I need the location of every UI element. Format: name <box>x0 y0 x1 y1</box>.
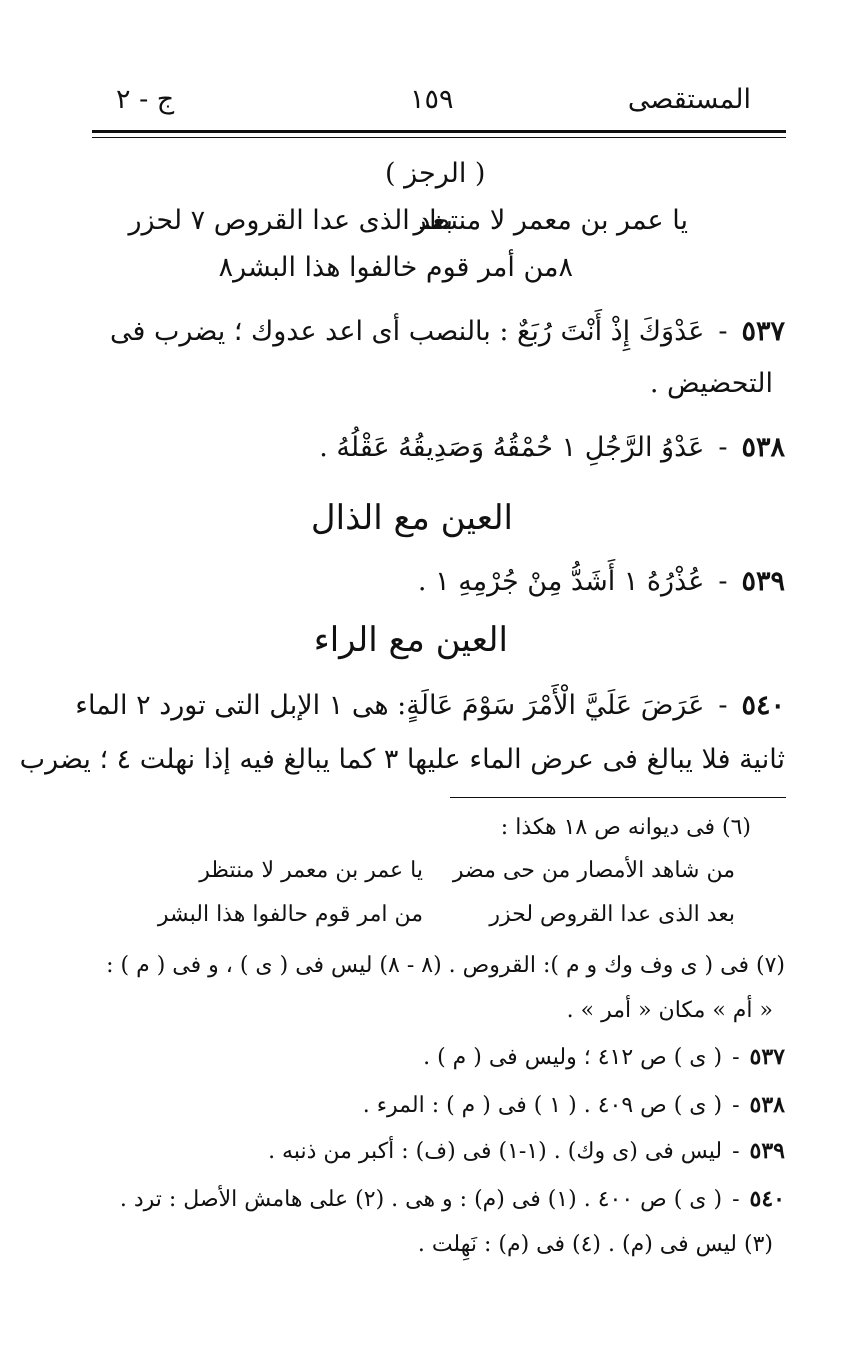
poem-line2: ٨من أمر قوم خالفوا هذا البشر٨ <box>218 252 573 283</box>
entry-537 <box>110 316 785 348</box>
footnote-separator-dash: - <box>732 1093 740 1118</box>
header-volume: ج - ٢ <box>116 84 175 115</box>
footnote-6-line2-a: بعد الذى عدا القروص لحزر <box>489 902 735 927</box>
entry-number: ٥٣٧ <box>741 316 785 347</box>
entry-538 <box>319 432 785 464</box>
entry-separator: - <box>718 690 728 721</box>
footnote-number: ٥٤٠ <box>749 1186 785 1212</box>
entry-540 <box>75 690 785 722</box>
footnote-entry-537 <box>423 1044 785 1070</box>
footnote-number: ٥٣٩ <box>749 1138 785 1164</box>
footnote-text: ( ى ) ص ٤١٢ ؛ وليس فى ( م ) . <box>423 1045 723 1070</box>
entry-text: عَرَضَ عَلَيَّ الْأَمْرَ سَوْمَ عَالَةٍ: هى ١ الإبل التى تورد ٢ الماء <box>75 690 705 721</box>
header-rule-thick <box>92 130 786 133</box>
entry-separator: - <box>718 316 728 347</box>
header-page-number: ١٥٩ <box>410 84 454 115</box>
entry-separator: - <box>718 566 728 597</box>
entry-text: عُذْرُهُ ١ أَشَدُّ مِنْ جُرْمِهِ ١ . <box>417 566 705 597</box>
entry-separator: - <box>718 432 728 463</box>
entry-text: عَدْوَكَ إِذْ أَنْتَ رُبَعٌ : بالنصب أى اعد عدوك ؛ يضرب فى <box>110 316 705 347</box>
entry-number: ٥٤٠ <box>741 690 785 721</box>
header-book-title: المستقصى <box>627 84 751 115</box>
footnote-number: ٥٣٨ <box>749 1092 785 1118</box>
section-heading-ain-ra: العين مع الراء <box>313 620 508 660</box>
footnote-6-line2-b: من امر قوم حالفوا هذا البشر <box>157 902 423 927</box>
footnote-last-line: (٣) ليس فى (م) . (٤) فى (م) : نَهِلت . <box>417 1232 773 1257</box>
footnote-separator-dash: - <box>732 1187 740 1212</box>
header-rule-thin <box>92 137 786 138</box>
footnote-separator <box>450 797 786 798</box>
footnote-entry-538 <box>363 1092 785 1118</box>
entry-539 <box>418 566 785 598</box>
entry-number: ٥٣٨ <box>741 432 785 463</box>
entry-text: عَدْوُ الرَّجُلِ ١ حُمْقُهُ وَصَدِيقُهُ عَقْلُهُ . <box>319 432 705 463</box>
footnote-separator-dash: - <box>732 1139 740 1164</box>
entry-540-continuation: ثانية فلا يبالغ فى عرض الماء عليها ٣ كما يبالغ فيه إذا نهلت ٤ ؛ يضرب <box>19 744 785 775</box>
poem-line1-second-hemistich: بعد الذى عدا القروص ٧ لحزر <box>128 205 453 236</box>
footnote-text: ليس فى (ى وك) . (١-١) فى (ف) : أكبر من ذنبه . <box>268 1139 723 1164</box>
footnote-7-line2: « أم » مكان « أمر » . <box>566 998 773 1023</box>
footnote-6-label: (٦) فى ديوانه ص ١٨ هكذا : <box>500 815 751 840</box>
footnote-text: ( ى ) ص ٤٠٩ . ( ١ ) فى ( م ) : المرء . <box>362 1093 723 1118</box>
poem-line1-first-hemistich: يا عمر بن معمر لا منتظر <box>413 205 688 236</box>
footnote-entry-539 <box>268 1138 785 1164</box>
footnote-6-line1-a: من شاهد الأمصار من حى مضر <box>452 858 735 883</box>
footnote-text: ( ى ) ص ٤٠٠ . (١) فى (م) : و هى . (٢) على هامش الأصل : ترد . <box>119 1187 723 1212</box>
poem-meter: ( الرجز ) <box>385 158 486 189</box>
footnote-6-line1-b: يا عمر بن معمر لا منتظر <box>199 858 423 883</box>
footnote-number: ٥٣٧ <box>749 1044 785 1070</box>
entry-number: ٥٣٩ <box>741 566 785 597</box>
footnote-7-line1: (٧) فى ( ى وف وك و م ): القروص . (٨ - ٨) ليس فى ( ى ) ، و فى ( م ) : <box>106 953 785 978</box>
footnote-separator-dash: - <box>732 1045 740 1070</box>
entry-537-continuation: التحضيض . <box>649 368 773 399</box>
section-heading-ain-dhal: العين مع الذال <box>310 498 513 538</box>
footnote-entry-540 <box>120 1186 785 1212</box>
